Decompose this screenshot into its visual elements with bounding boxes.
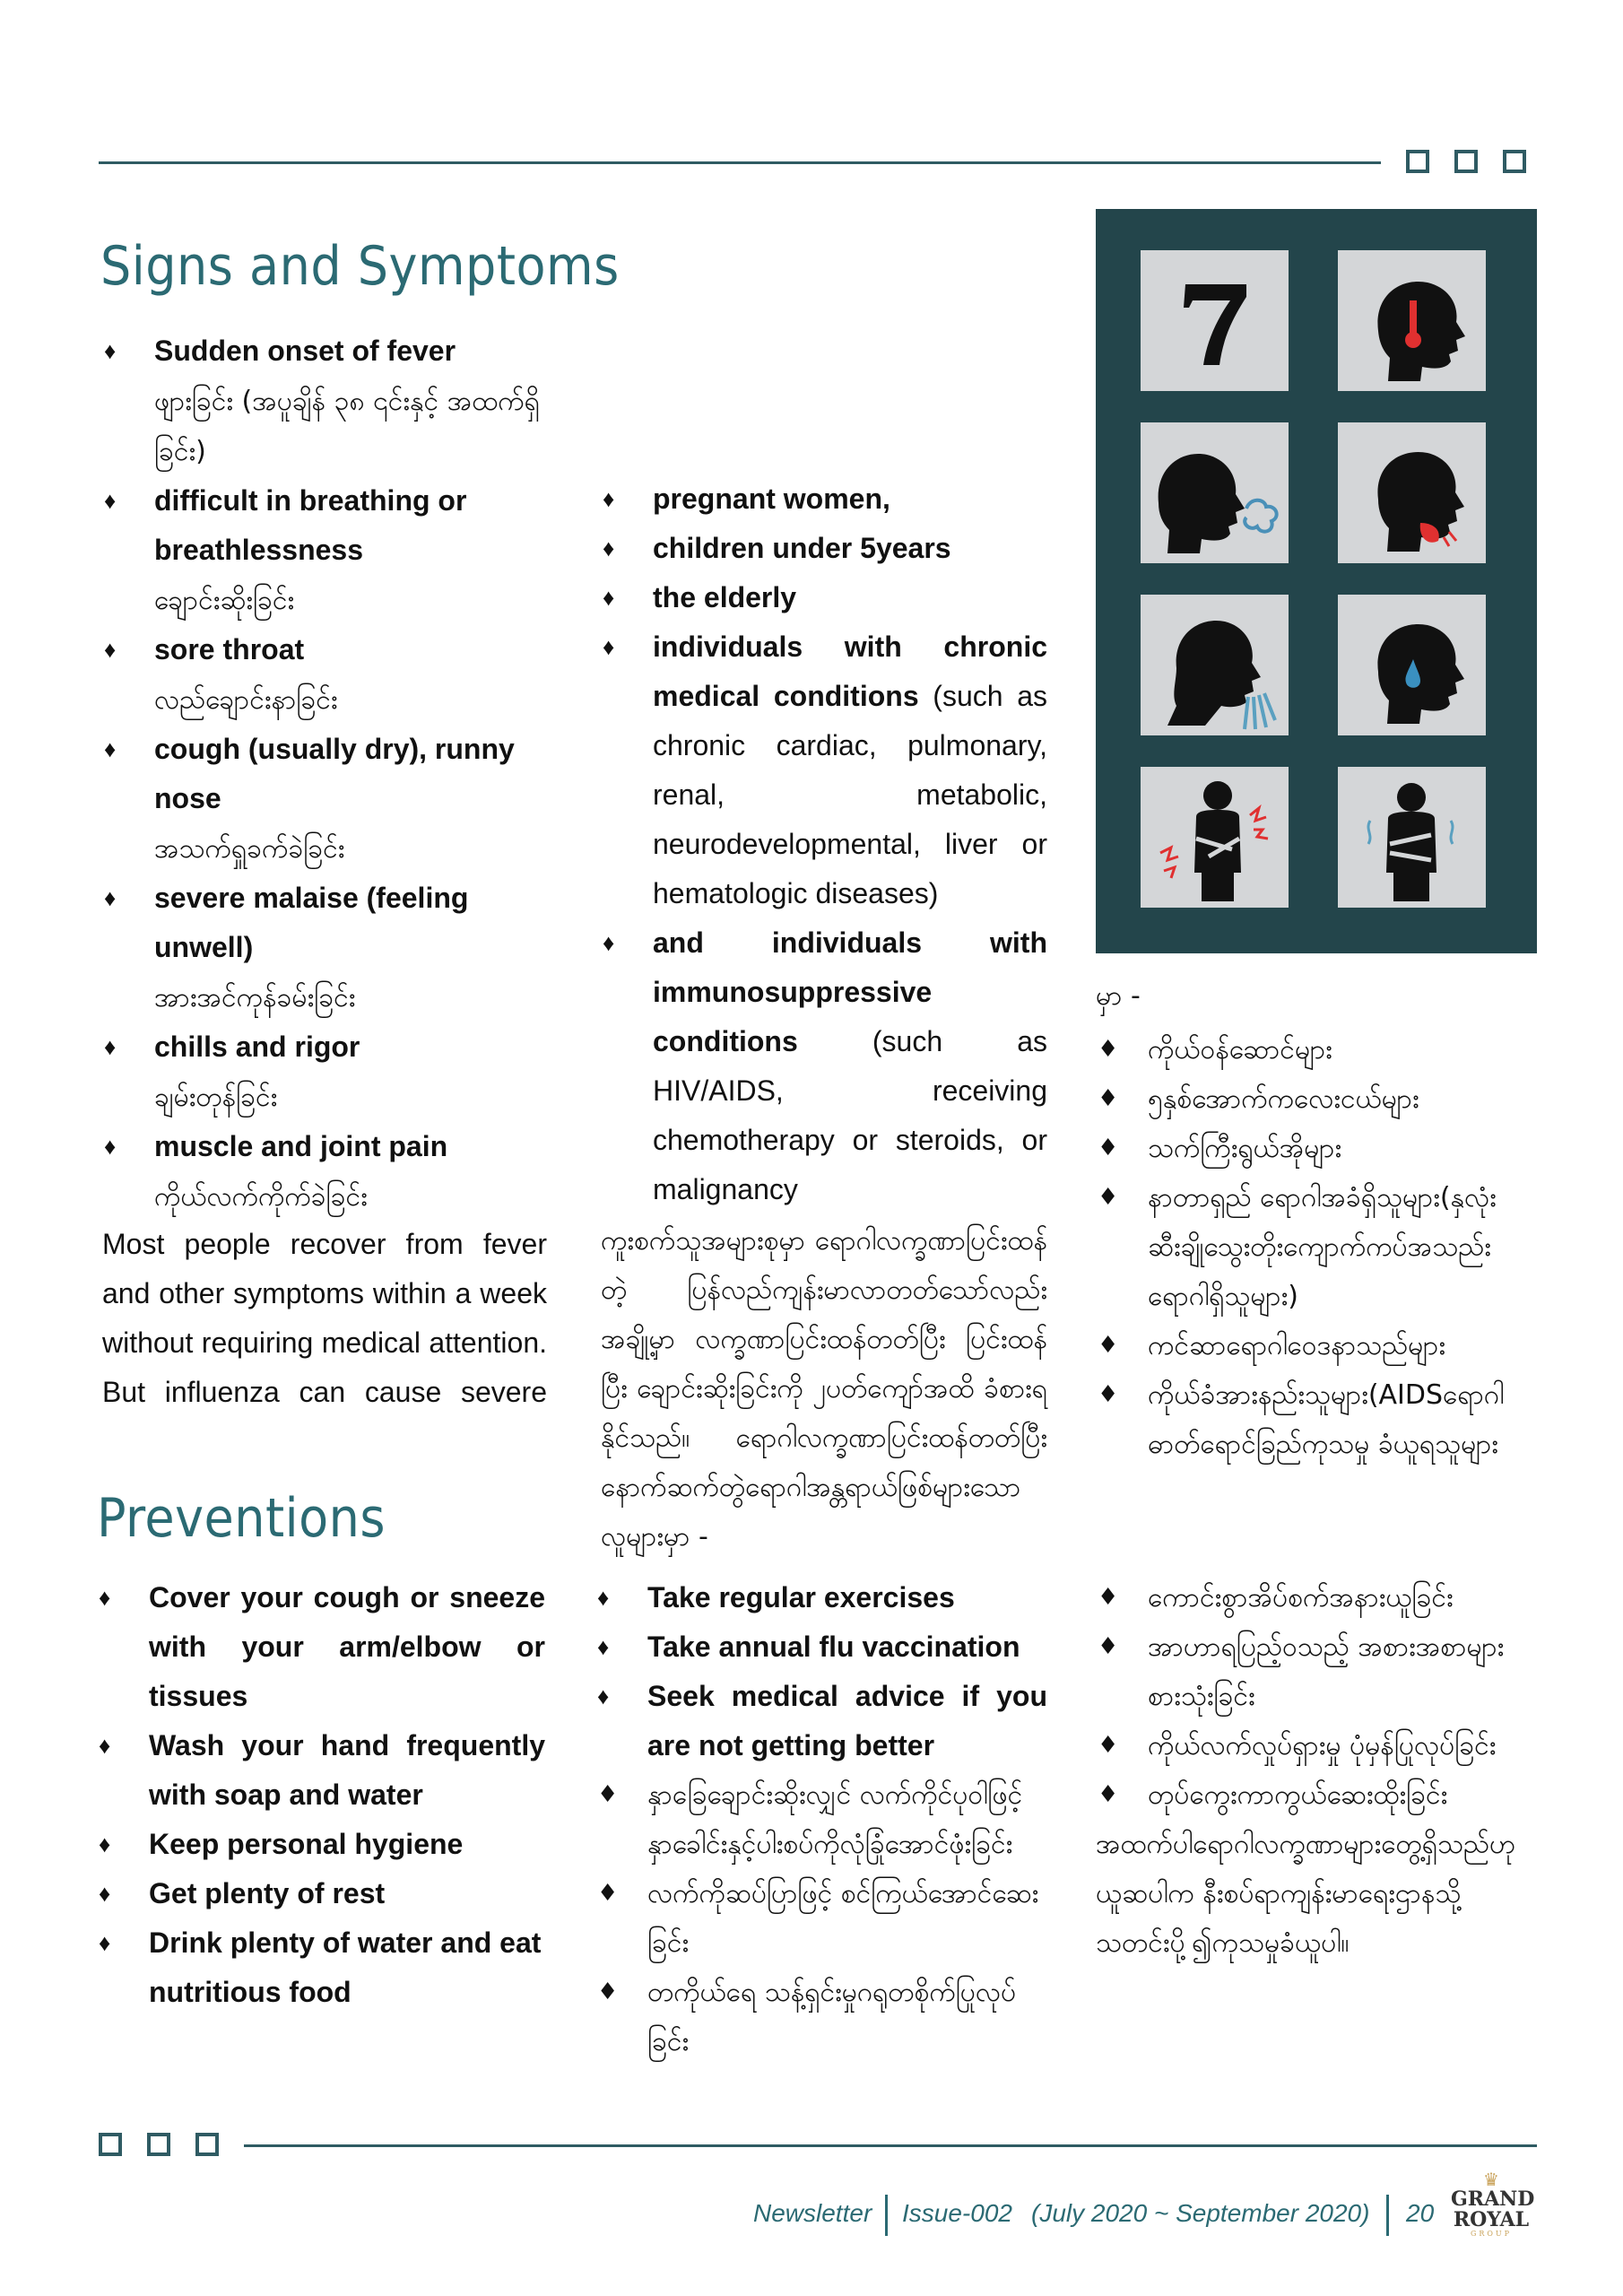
top-square-1 [1406,150,1429,173]
prevent-water-food: ♦ Drink plenty of water and eat nutritious food [97,1918,545,2017]
preventions-title: Preventions [97,1487,386,1550]
prevent-wash-hands: ♦ Wash your hand frequently with soap and water [97,1721,545,1820]
prevent-exercise: ♦ Take regular exercises [595,1573,1047,1622]
symptom-chills: ♦ chills and rigor ချမ်းတုန်ခြင်း [102,1022,547,1122]
grand-royal-logo: ♛ GRAND ROYAL GROUP [1451,2169,1535,2238]
prevent-my-exercise: ♦ ကိုယ်လက်လှုပ်ရှားမှု ပုံမှန်ပြုလုပ်ခြင်း [1096,1721,1537,1770]
risk-pregnant: ♦ pregnant women, [601,474,1047,524]
prevent-rest: ♦ Get plenty of rest [97,1869,545,1918]
signs-column-1 [102,326,547,1408]
prevent-medical-advice: ♦ Seek medical advice if you are not getting better [595,1672,1047,1770]
risk-my-4: ♦ နာတာရှည် ရောဂါအခံရှိသူများ(နှလုံး ဆီးချိုသွေးတိုးကျောက်ကပ်အသည်း ရောဂါရှိသူများ) [1096,1173,1537,1321]
logo-crown-icon: ♛ [1483,2169,1499,2190]
risk-children: ♦ children under 5years [601,524,1047,573]
bottom-rule [244,2144,1537,2147]
preventions-column-1 [97,1573,545,2017]
prevent-my-sleep: ♦ ကောင်းစွာအိပ်စက်အနားယူခြင်း [1096,1573,1537,1622]
signs-column-3 [1096,976,1537,1469]
risk-my-5: ♦ ကင်ဆာရောဂါဝေဒနာသည်များ [1096,1321,1537,1370]
bottom-square-2 [147,2133,170,2156]
risk-my-1: ♦ ကိုယ်ဝန်ဆောင်များ [1096,1025,1537,1074]
preventions-column-2 [595,1573,1047,2066]
fever-seven-icon [1141,250,1289,391]
bottom-square-3 [195,2133,219,2156]
prevent-cover-cough: ♦ Cover your cough or sneeze with your arm/elbow or tissues [97,1573,545,1721]
prevent-my-3: ♦ တကိုယ်ရေ သန့်ရှင်းမှုဂရုတစိုက်ပြုလုပ်ခြင်း [595,1968,1047,2066]
runny-nose-head-icon [1338,595,1486,735]
footer-divider-2 [1386,2195,1389,2236]
risk-my-2: ♦ ၅နှစ်အောက်ကလေးငယ်များ [1096,1074,1537,1124]
page-number: 20 [1406,2199,1435,2227]
prevent-my-1: ♦ နှာခြေချောင်းဆိုးလျှင် လက်ကိုင်ပုဝါဖြင့်နှာခေါင်းနှင့်ပါးစပ်ကိုလုံခြုံအောင်ဖုံးခြင်း [595,1770,1047,1869]
sore-throat-head-icon [1338,422,1486,563]
top-square-3 [1503,150,1526,173]
risk-my-3: ♦ သက်ကြီးရွယ်အိုများ [1096,1124,1537,1173]
footer-newsletter: Newsletter [753,2199,872,2227]
symptom-fever: ♦ Sudden onset of fever ဖျားခြင်း (အပူချိန် ၃၈ ၎င်းနှင့် အထက်ရှိ ခြင်း) [102,326,547,476]
symptom-breathing: ♦ difficult in breathing or breathlessness ချောင်းဆိုးခြင်း [102,476,547,625]
footer-date: (July 2020 ~ September 2020) [1031,2199,1370,2227]
prevent-my-nutrition: ♦ အာဟာရပြည့်ဝသည့် အစားအစာများစားသုံးခြင်း [1096,1622,1537,1721]
prevent-my-vaccine: ♦ တုပ်ကွေးကာကွယ်ဆေးထိုးခြင်း [1096,1770,1537,1820]
signs-title: Signs and Symptoms [100,235,620,298]
risk-my-6: ♦ ကိုယ်ခံအားနည်းသူများ(AIDSရောဂါ ဓာတ်ရောင်ခြည်ကုသမှု ခံယူရသူများ [1096,1370,1537,1469]
signs-column-2 [601,326,1047,1561]
symptom-malaise: ♦ severe malaise (feeling unwell) အားအင်ကုန်ခမ်းခြင်း [102,874,547,1022]
preventions-column-3 [1096,1573,1537,1968]
body-pain-icon [1141,767,1289,908]
risk-immunosuppressive: ♦ and individuals with immunosuppressive conditions (such as HIV/AIDS, receiving chemotherapy or steroids, or malignancy [601,918,1047,1214]
symptom-icon-panel [1096,209,1537,953]
footer-divider-1 [885,2195,888,2236]
prevent-hygiene: ♦ Keep personal hygiene [97,1820,545,1869]
breath-head-icon [1141,422,1289,563]
risk-elderly: ♦ the elderly [601,573,1047,622]
top-rule [99,161,1381,164]
recovery-paragraph: Most people recover from fever and other symptoms within a week without requiring medical attention. But influenza can cause severe [102,1228,547,1408]
bottom-square-1 [99,2133,122,2156]
top-square-2 [1454,150,1478,173]
cough-head-icon [1141,595,1289,735]
footer-issue: Issue-002 [902,2199,1012,2227]
chills-icon [1338,767,1486,908]
myanmar-paragraph: ကူးစက်သူအများစုမှာ ရောဂါလက္ခဏာပြင်းထန်တဲ့ ပြန်လည်ကျန်းမာလာတတ်သော်လည်း အချို့မှာ လက္ခဏာပြင်းထန်တတ်ပြီး ပြင်းထန်ပြီး ချောင်းဆိုးခြင်းကို ၂ပတ်ကျော်အထိ ခံစားရနိုင်သည်။ ရောဂါလက္ခဏာပြင်းထန်တတ်ပြီး နောက်ဆက်တွဲရောဂါအန္တရာယ်ဖြစ်များသော လူများမှာ - [601,1225,1047,1552]
prevent-vaccination: ♦ Take annual flu vaccination [595,1622,1047,1672]
thermometer-head-icon [1338,250,1486,391]
myanmar-continuation: မှာ - [1096,980,1141,1012]
risk-chronic: ♦ individuals with chronic medical conditions (such as chronic cardiac, pulmonary, renal, metabolic, neurodevelopmental, liver or hematologic diseases) [601,622,1047,918]
symptom-cough: ♦ cough (usually dry), runny nose အသက်ရှူခက်ခဲခြင်း [102,725,547,874]
symptom-sore-throat: ♦ sore throat လည်ချောင်းနာခြင်း [102,625,547,725]
symptom-muscle-pain: ♦ muscle and joint pain ကိုယ်လက်ကိုက်ခဲခြင်း [102,1122,547,1222]
prevent-my-2: ♦ လက်ကိုဆပ်ပြာဖြင့် စင်ကြယ်အောင်ဆေးခြင်း [595,1869,1047,1968]
advice-tail: အထက်ပါရောဂါလက္ခဏာများတွေ့ရှိသည်ဟုယူဆပါက နီးစပ်ရာကျန်းမာရေးဌာနသို့ သတင်းပို့၍ကုသမှုခံယူပါ။ [1096,1829,1516,1959]
